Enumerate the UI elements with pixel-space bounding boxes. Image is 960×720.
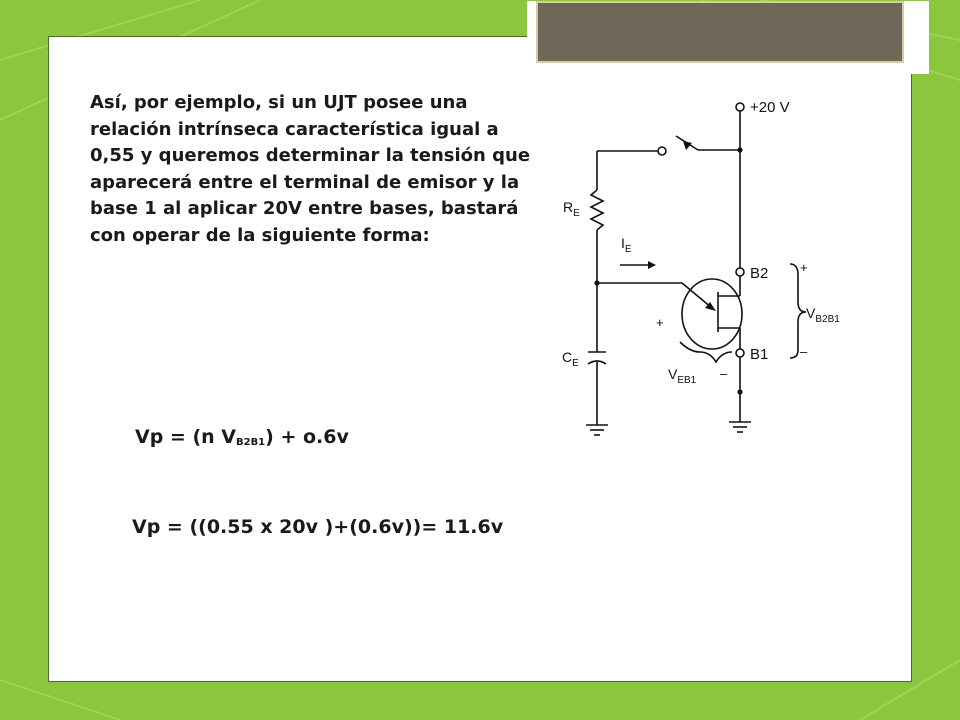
resistor-re — [591, 190, 603, 230]
label-minus-e: – — [720, 366, 728, 381]
ujt-circuit-diagram — [555, 92, 855, 452]
label-re: $R_E$ — [563, 199, 580, 219]
label-ie: $I_E$ — [621, 235, 632, 255]
ujt-terminal-b1 — [736, 349, 744, 357]
label-ce: $C_E$ — [562, 349, 579, 369]
label-vb2b1: $V_{B2B1}$ — [806, 305, 840, 325]
title-tab — [527, 1, 929, 74]
junction-switch — [737, 147, 742, 152]
title-box — [536, 1, 904, 63]
formula-peak-voltage — [135, 426, 349, 448]
ujt-terminal-b2 — [736, 268, 744, 276]
junction-b1-ground — [737, 389, 742, 394]
formula-1-prefix: Vp = (n V — [135, 426, 236, 448]
label-b1: B1 — [750, 346, 769, 363]
formula-1-subscript: B2B1 — [235, 437, 266, 448]
label-minus-b1: – — [800, 344, 808, 359]
body-paragraph: Así, por ejemplo, si un UJT posee una relación intrínseca característica igual a 0,55 y queremos determinar la tensión que aparecerá entre el terminal de emisor y la base 1 al aplicar 20V entre bases, bastará con operar de la siguiente forma: — [90, 92, 531, 246]
ie-arrowhead — [648, 261, 656, 269]
formula-1-suffix: ) + o.6v — [265, 426, 349, 448]
supply-terminal — [736, 103, 744, 111]
label-plus-e: + — [656, 315, 664, 330]
label-veb1: $V_{EB1}$ — [668, 366, 697, 386]
label-plus-b2: + — [800, 260, 808, 275]
formula-calculation: Vp = ((0.55 x 20v )+(0.6v))= 11.6v — [132, 516, 504, 538]
switch-contact — [658, 147, 666, 155]
label-b2: B2 — [750, 265, 769, 282]
label-supply: +20 V — [750, 99, 790, 116]
junction-node — [594, 280, 599, 285]
brace-veb1 — [680, 342, 732, 362]
ujt-envelope — [682, 279, 742, 349]
